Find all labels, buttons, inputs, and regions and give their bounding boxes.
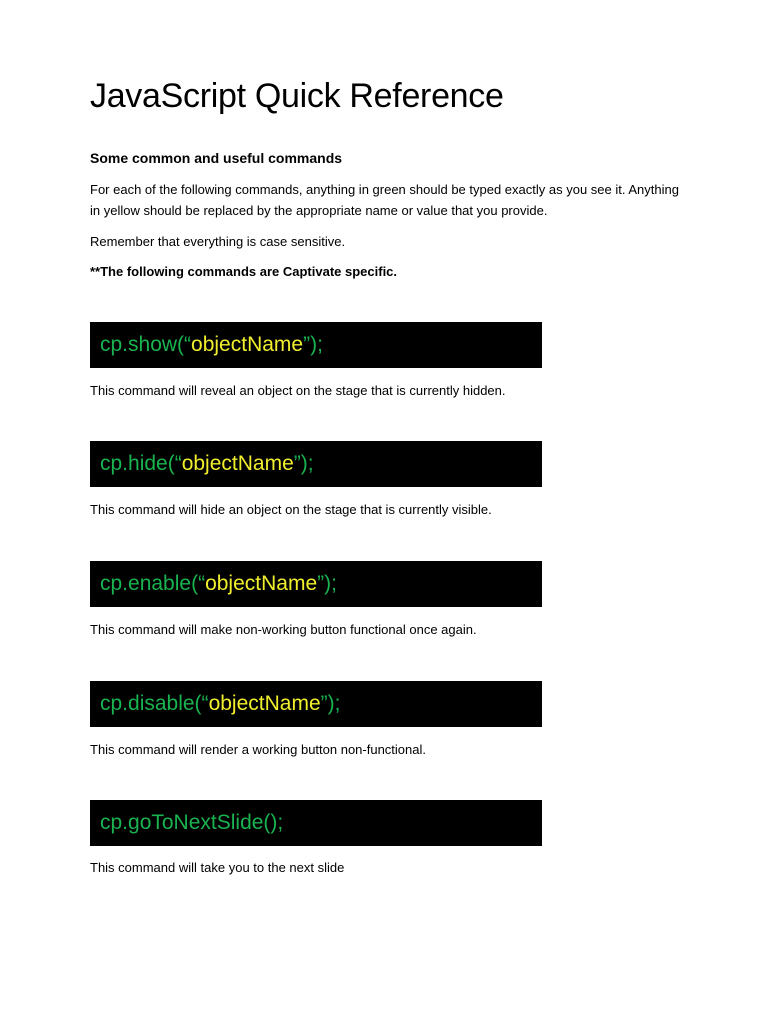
captivate-specific-note: **The following commands are Captivate specific.	[90, 264, 398, 279]
code-suffix: ”);	[293, 452, 314, 475]
command-description-hide: This command will hide an object on the stage that is currently visible.	[90, 502, 492, 517]
command-description-show: This command will reveal an object on the stage that is currently hidden.	[90, 383, 506, 398]
code-prefix: cp.enable(“	[100, 572, 206, 595]
code-block-show	[90, 322, 542, 368]
code-prefix: cp.goToNextSlide();	[100, 811, 284, 834]
code-argument: objectName	[191, 333, 304, 356]
code-block-disable	[90, 681, 542, 727]
code-prefix: cp.hide(“	[100, 452, 182, 475]
intro-paragraph: For each of the following commands, anything in green should be typed exactly as you see it. Anything in yellow should be replaced by the appropriate name or value that you provide.	[90, 182, 679, 218]
code-prefix: cp.disable(“	[100, 692, 209, 715]
case-sensitive-note: Remember that everything is case sensitive.	[90, 234, 346, 249]
code-argument: objectName	[205, 572, 318, 595]
code-suffix: ”);	[317, 572, 337, 595]
code-suffix: ”);	[320, 692, 341, 715]
code-block-go-to-next-slide	[90, 800, 542, 846]
command-description-disable: This command will render a working button non-functional.	[90, 742, 427, 757]
section-heading: Some common and useful commands	[90, 150, 343, 166]
code-block-enable	[90, 561, 542, 607]
code-argument: objectName	[208, 692, 321, 715]
command-description-enable: This command will make non-working button functional once again.	[90, 622, 477, 637]
code-argument: objectName	[181, 452, 294, 475]
command-description-go-to-next-slide: This command will take you to the next slide	[90, 860, 345, 875]
code-suffix: ”);	[303, 333, 323, 356]
code-prefix: cp.show(“	[100, 333, 192, 356]
page-title: JavaScript Quick Reference	[90, 77, 504, 115]
code-block-hide	[90, 441, 542, 487]
